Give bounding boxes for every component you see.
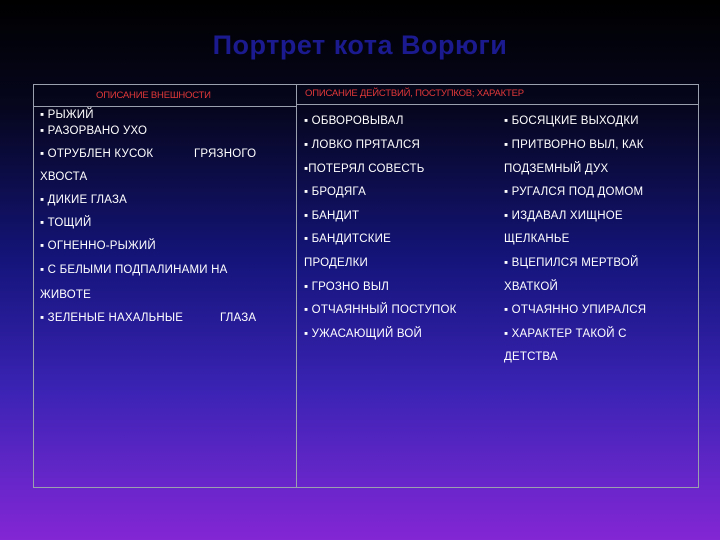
appearance-item-green-eyes-b: ГЛАЗА bbox=[220, 312, 257, 324]
header-underline-left bbox=[34, 106, 296, 107]
action-item-6: ▪ БАНДИТСКИЕ bbox=[304, 233, 391, 245]
action-item-18: ХВАТКОЙ bbox=[504, 281, 558, 293]
actions-header: ОПИСАНИЕ ДЕЙСТВИЙ, ПОСТУПКОВ; ХАРАКТЕР bbox=[305, 88, 524, 99]
action-item-17: ▪ ВЦЕПИЛСЯ МЕРТВОЙ bbox=[504, 257, 639, 269]
appearance-item-tail-c: ХВОСТА bbox=[40, 171, 88, 183]
action-item-2: ▪ ЛОВКО ПРЯТАЛСЯ bbox=[304, 139, 421, 151]
action-item-19: ▪ ОТЧАЯННО УПИРАЛСЯ bbox=[504, 304, 647, 316]
appearance-header: ОПИСАНИЕ ВНЕШНОСТИ bbox=[96, 90, 211, 101]
appearance-item-white-marks-a: ▪ С БЕЛЫМИ ПОДПАЛИНАМИ НА bbox=[40, 264, 228, 276]
action-item-15: ▪ ИЗДАВАЛ ХИЩНОЕ bbox=[504, 210, 623, 222]
appearance-item-torn-ear: ▪ РАЗОРВАНО УХО bbox=[40, 125, 148, 137]
appearance-item-red: ▪ РЫЖИЙ bbox=[40, 109, 94, 121]
appearance-item-green-eyes-a: ▪ ЗЕЛЕНЫЕ НАХАЛЬНЫЕ bbox=[40, 312, 184, 324]
appearance-item-white-marks-b: ЖИВОТЕ bbox=[40, 289, 92, 301]
header-underline-right bbox=[296, 104, 698, 105]
action-item-20: ▪ ХАРАКТЕР ТАКОЙ С bbox=[504, 328, 627, 340]
portrait-table bbox=[33, 84, 699, 488]
slide-title: Портрет кота Ворюги bbox=[212, 30, 508, 60]
action-item-4: ▪ БРОДЯГА bbox=[304, 186, 366, 198]
action-item-10: ▪ УЖАСАЮЩИЙ ВОЙ bbox=[304, 328, 422, 340]
appearance-item-skinny: ▪ ТОЩИЙ bbox=[40, 217, 92, 229]
action-item-1: ▪ ОБВОРОВЫВАЛ bbox=[304, 115, 404, 127]
action-item-16: ЩЕЛКАНЬЕ bbox=[504, 233, 570, 245]
action-item-13: ПОДЗЕМНЫЙ ДУХ bbox=[504, 163, 609, 175]
appearance-item-fiery-red: ▪ ОГНЕННО-РЫЖИЙ bbox=[40, 240, 156, 252]
action-item-7: ПРОДЕЛКИ bbox=[304, 257, 368, 269]
column-divider bbox=[296, 85, 297, 487]
appearance-item-tail-b: ГРЯЗНОГО bbox=[194, 148, 257, 160]
action-item-11: ▪ БОСЯЦКИЕ ВЫХОДКИ bbox=[504, 115, 639, 127]
action-item-9: ▪ ОТЧАЯННЫЙ ПОСТУПОК bbox=[304, 304, 457, 316]
action-item-12: ▪ ПРИТВОРНО ВЫЛ, КАК bbox=[504, 139, 644, 151]
action-item-3: ▪ПОТЕРЯЛ СОВЕСТЬ bbox=[304, 163, 425, 175]
action-item-8: ▪ ГРОЗНО ВЫЛ bbox=[304, 281, 390, 293]
action-item-5: ▪ БАНДИТ bbox=[304, 210, 360, 222]
appearance-item-tail-a: ▪ ОТРУБЛЕН КУСОК bbox=[40, 148, 154, 160]
action-item-14: ▪ РУГАЛСЯ ПОД ДОМОМ bbox=[504, 186, 644, 198]
action-item-21: ДЕТСТВА bbox=[504, 351, 558, 363]
appearance-item-wild-eyes: ▪ ДИКИЕ ГЛАЗА bbox=[40, 194, 128, 206]
